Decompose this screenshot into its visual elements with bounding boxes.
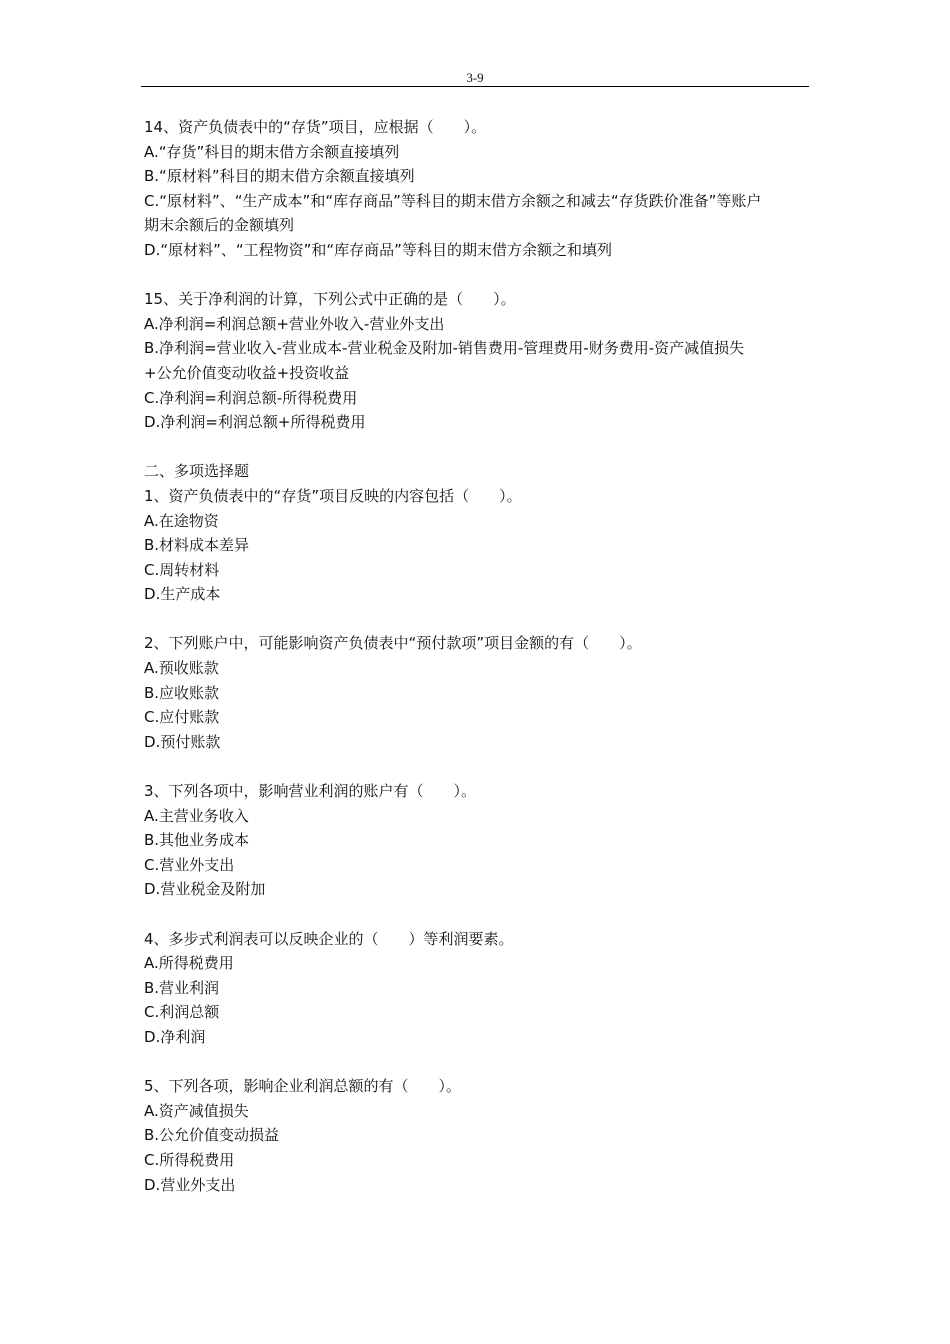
- spacer: [144, 754, 814, 779]
- option-b: B.净利润=营业收入-营业成本-营业税金及附加-销售费用-管理费用-财务费用-资产减值损失: [144, 339, 745, 358]
- option-c: C.利润总额: [144, 1003, 220, 1022]
- header-divider: [141, 86, 809, 87]
- question-stem: 4、多步式利润表可以反映企业的（ ）等利润要素。: [144, 929, 514, 948]
- option-a: A.净利润=利润总额+营业外收入-营业外支出: [144, 314, 445, 333]
- question-stem: 2、下列账户中，可能影响资产负债表中“预付款项”项目金额的有（ ）。: [144, 634, 642, 653]
- multi-question-2: [144, 631, 814, 754]
- option-b: B.“原材料”科目的期末借方余额直接填列: [144, 167, 415, 186]
- option-b: B.应收账款: [144, 683, 220, 702]
- option-a: A.资产减值损失: [144, 1101, 249, 1120]
- multi-question-1: [144, 484, 814, 607]
- option-d: D.预付账款: [144, 732, 221, 751]
- option-a: A.在途物资: [144, 511, 219, 530]
- option-d: D.“原材料”、“工程物资”和“库存商品”等科目的期末借方余额之和填列: [144, 240, 612, 259]
- question-14: [144, 115, 814, 263]
- option-d: D.净利润: [144, 1027, 206, 1046]
- option-b: B.材料成本差异: [144, 536, 250, 555]
- question-stem: 1、资产负债表中的“存货”项目反映的内容包括（ ）。: [144, 486, 522, 505]
- option-c: C.净利润=利润总额-所得税费用: [144, 388, 358, 407]
- spacer: [144, 1050, 814, 1075]
- section-title: 二、多项选择题: [144, 462, 250, 481]
- option-d: D.营业税金及附加: [144, 880, 266, 899]
- option-a: A.所得税费用: [144, 954, 234, 973]
- option-b: B.营业利润: [144, 978, 220, 997]
- option-c: C.周转材料: [144, 560, 220, 579]
- option-b-continued: +公允价值变动收益+投资收益: [144, 363, 350, 382]
- question-content: [144, 115, 814, 1197]
- option-b: B.其他业务成本: [144, 831, 250, 850]
- multi-question-4: [144, 927, 814, 1050]
- question-15: [144, 287, 814, 435]
- spacer: [144, 263, 814, 288]
- option-d: D.生产成本: [144, 585, 221, 604]
- option-d: D.营业外支出: [144, 1175, 236, 1194]
- option-d: D.净利润=利润总额+所得税费用: [144, 413, 366, 432]
- option-c: C.营业外支出: [144, 855, 235, 874]
- question-stem: 5、下列各项，影响企业利润总额的有（ ）。: [144, 1077, 462, 1096]
- option-a: A.主营业务收入: [144, 806, 249, 825]
- spacer: [144, 902, 814, 927]
- option-c: C.应付账款: [144, 708, 220, 727]
- spacer: [144, 435, 814, 460]
- option-a: A.“存货”科目的期末借方余额直接填列: [144, 142, 400, 161]
- spacer: [144, 607, 814, 632]
- page-header-number: 3-9: [466, 70, 484, 85]
- option-c-continued: 期末余额后的金额填列: [144, 216, 295, 235]
- option-a: A.预收账款: [144, 659, 219, 678]
- option-c: C.所得税费用: [144, 1150, 235, 1169]
- question-stem: 15、关于净利润的计算，下列公式中正确的是（ ）。: [144, 290, 516, 309]
- multi-question-5: [144, 1074, 814, 1197]
- multi-question-3: [144, 779, 814, 902]
- option-c: C.“原材料”、“生产成本”和“库存商品”等科目的期末借方余额之和减去“存货跌价准备”等账户: [144, 191, 762, 210]
- question-stem: 14、资产负债表中的“存货”项目，应根据（ ）。: [144, 118, 487, 136]
- question-stem: 3、下列各项中，影响营业利润的账户有（ ）。: [144, 782, 477, 801]
- option-b: B.公允价值变动损益: [144, 1126, 280, 1145]
